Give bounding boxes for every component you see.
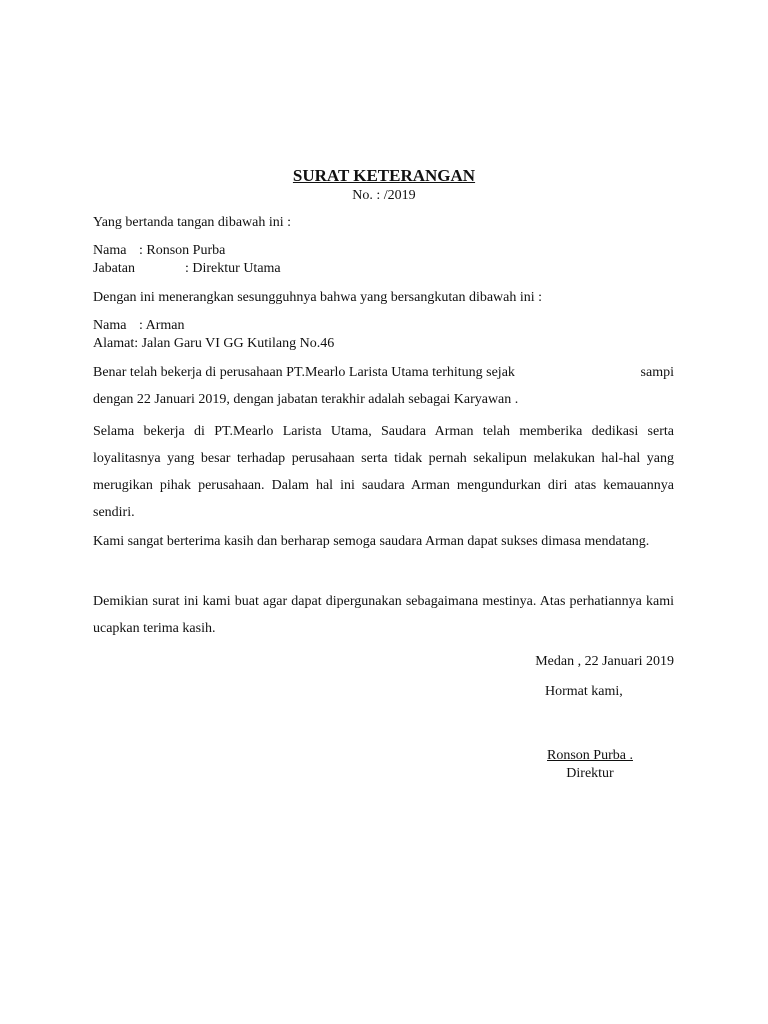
paragraph-employment: [93, 359, 674, 413]
intro-text: Yang bertanda tangan dibawah ini :: [93, 215, 292, 230]
paragraph-closing: Demikian surat ini kami buat agar dapat dipergunakan sebagaimana mestinya. Atas perhatiannya kami ucapkan terima kasih.: [93, 594, 674, 636]
statement-intro: Dengan ini menerangkan sesungguhnya bahwa yang bersangkutan dibawah ini :: [93, 290, 543, 305]
signer-name-value: : Ronson Purba: [139, 243, 226, 258]
paragraph-thanks: Kami sangat berterima kasih dan berharap semoga saudara Arman dapat sukses dimasa mendatang.: [93, 534, 650, 549]
signer-position-label: Jabatan: [93, 261, 135, 276]
letter-number: No. : /2019: [352, 188, 416, 203]
employee-name-value: : Arman: [139, 318, 185, 333]
letter-title: SURAT KETERANGAN: [292, 166, 476, 185]
employment-line1-left: Benar telah bekerja di perusahaan PT.Mearlo Larista Utama terhitung sejak: [93, 365, 515, 380]
signature-title: Direktur: [566, 766, 614, 781]
place-date: Medan , 22 Januari 2019: [535, 654, 674, 669]
signer-position-value: : Direktur Utama: [185, 261, 281, 276]
signature-name: Ronson Purba .: [547, 748, 633, 763]
employment-line2: dengan 22 Januari 2019, dengan jabatan terakhir adalah sebagai Karyawan .: [93, 392, 519, 407]
employee-name-label: Nama: [93, 318, 127, 333]
employment-line1-right: sampi: [640, 365, 674, 380]
closing-greeting: Hormat kami,: [545, 684, 623, 699]
paragraph-dedication: Selama bekerja di PT.Mearlo Larista Utama, Saudara Arman telah memberika dedikasi serta loyalitasnya yang besar terhadap perusahaan serta tidak pernah sekalipun melakukan hal-hal yang merugikan pihak perusahaan. Dalam hal ini saudara Arman mengundurkan diri atas kemauannya sendiri.: [93, 424, 674, 520]
employee-address: Alamat: Jalan Garu VI GG Kutilang No.46: [93, 336, 335, 351]
signer-name-label: Nama: [93, 243, 127, 258]
